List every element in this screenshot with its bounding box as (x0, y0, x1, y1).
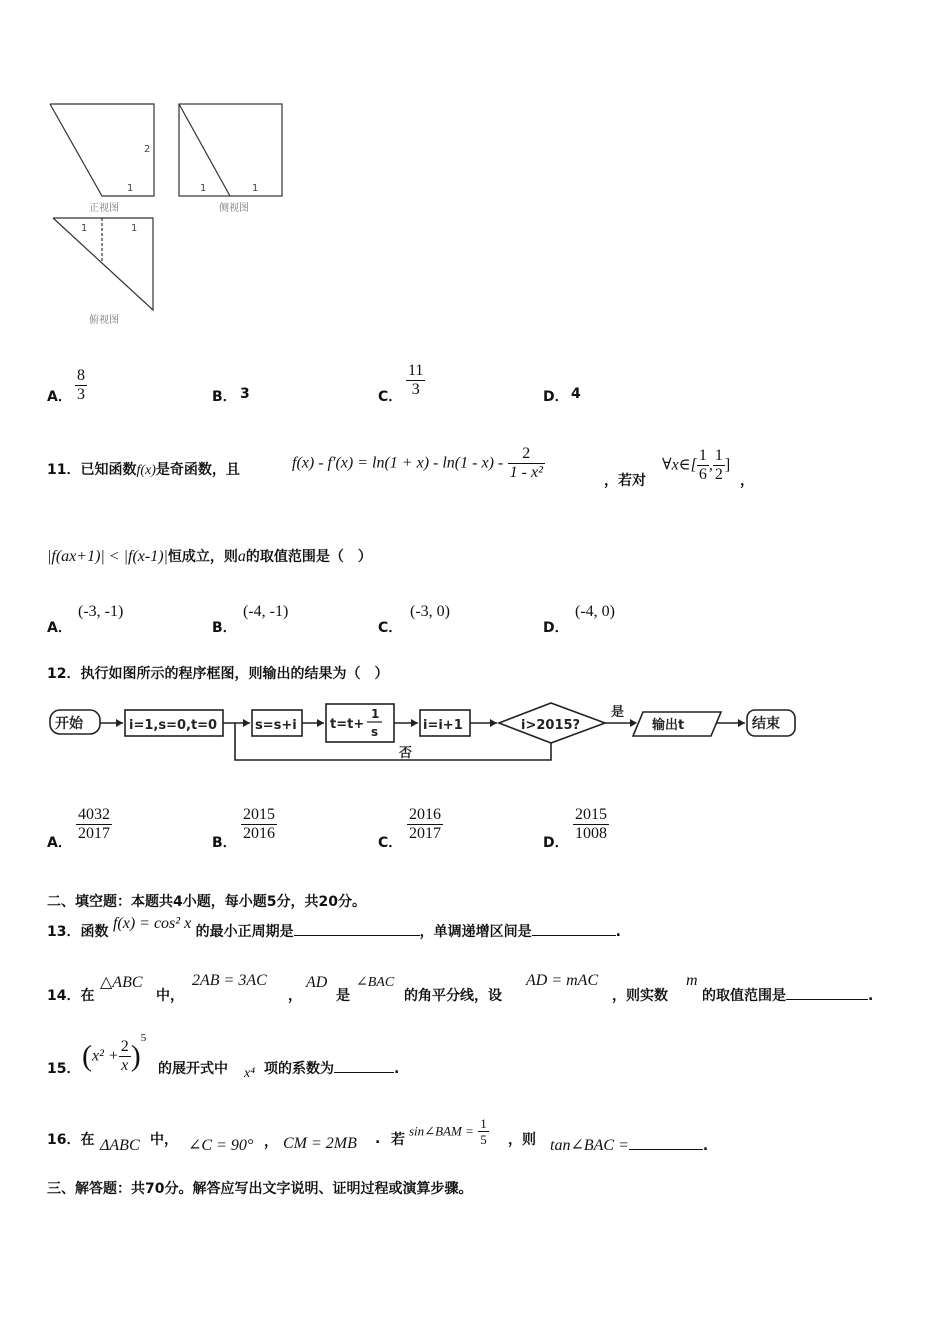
q12-option-b-value (241, 806, 277, 843)
q11-line1 (47, 450, 240, 491)
q11-option-c-value: (-3, 0) (410, 603, 450, 620)
q10-a-num: 8 (77, 367, 85, 384)
q16-dot: . (375, 1131, 381, 1147)
q14-comma: ， (288, 988, 302, 1004)
q12-d-num: 2015 (575, 806, 607, 823)
q13-number: 13． (47, 924, 81, 940)
q12-option-c-label[interactable]: C． (378, 835, 403, 851)
flow-step1: s=s+i (255, 718, 297, 733)
q11-number: 11． (47, 462, 81, 478)
q12-flowchart (45, 698, 805, 770)
q12-a-den: 2017 (78, 825, 110, 842)
q15-exp: 5 (140, 1031, 147, 1044)
q14-text5: ，则实数 (612, 988, 668, 1004)
q11-frac-den: 1 - x² (509, 464, 543, 481)
q11-equation-lhs: f(x) - f′(x) = ln(1 + x) - ln(1 - x) - (292, 454, 504, 472)
q16-end: . (702, 1138, 709, 1154)
q16-tan: tan∠BAC = (550, 1137, 629, 1154)
q12-b-num: 2015 (243, 806, 275, 823)
q11-forall: ∀x∈[ (662, 456, 697, 474)
q15-base: x² + (92, 1047, 119, 1065)
q16-tail (550, 1135, 708, 1155)
flow-output: 输出t (652, 718, 685, 733)
q14-end: . (868, 988, 874, 1004)
top-dim-left: 1 (81, 223, 88, 234)
q14-text2: 中， (156, 988, 184, 1004)
q16-text2: 中， (150, 1132, 178, 1148)
q14-range-blank[interactable] (786, 999, 868, 1000)
q14-tail (702, 985, 873, 1005)
q11-forall-close: ] (724, 456, 731, 474)
flow-step2-den: s (371, 725, 379, 739)
q12-option-d-label[interactable]: D． (543, 835, 569, 851)
q12-option-c-value (407, 806, 443, 843)
q14-text4: 的角平分线，设 (404, 988, 502, 1004)
q16-sin-text: sin∠BAM = (409, 1123, 474, 1139)
q15-text2: 项的系数为 (264, 1061, 334, 1077)
q13-text3: ，单调递增区间是 (419, 924, 532, 940)
q10-option-b-value: 3 (240, 386, 250, 402)
q13-period-blank[interactable] (294, 935, 420, 936)
q16-answer-blank[interactable] (629, 1149, 703, 1150)
q11-option-a-value: (-3, -1) (78, 603, 124, 620)
q11-text1: 已知函数 (80, 462, 137, 478)
side-dim-left: 1 (200, 183, 207, 194)
q10-option-b-label[interactable]: B． (212, 389, 237, 405)
q10-option-c-value (406, 362, 425, 399)
q16-angle: ∠C = 90° (188, 1137, 254, 1154)
q15-term: x⁴ (244, 1066, 256, 1081)
q13-interval-blank[interactable] (532, 935, 616, 936)
front-view (50, 104, 154, 214)
q11-option-d-value: (-4, 0) (575, 603, 615, 620)
side-view-label: 侧视图 (219, 203, 249, 214)
section3-heading: 三、解答题：共70分。解答应写出文字说明、证明过程或演算步骤。 (47, 1181, 473, 1197)
q11-option-a-label[interactable]: A． (47, 620, 72, 636)
flow-no: 否 (399, 746, 413, 761)
q11-int-a-den: 6 (698, 466, 707, 483)
q16-sin-den: 5 (480, 1132, 487, 1147)
q13-formula: f(x) = cos² x (112, 915, 192, 932)
q11-fx: f(x) (136, 463, 156, 478)
q16-cm: CM = 2MB (283, 1135, 357, 1152)
q13-text2: 的最小正周期是 (195, 924, 294, 940)
q15-text1: 的展开式中 (158, 1061, 228, 1077)
q12-c-den: 2017 (409, 825, 441, 842)
q16-comma: ， (264, 1134, 278, 1150)
side-view (179, 104, 282, 214)
q16-lead (47, 1129, 94, 1149)
q11-equation (292, 445, 545, 482)
q14-triangle: △ABC (100, 974, 143, 991)
q10-option-d-label[interactable]: D． (543, 389, 569, 405)
q16-text1: 在 (80, 1132, 95, 1148)
q14-number: 14． (47, 988, 81, 1004)
top-view-label: 俯视图 (89, 315, 119, 326)
top-dim-right: 1 (131, 223, 138, 234)
flow-decision: i>2015? (521, 718, 581, 733)
q10-a-den: 3 (77, 386, 85, 403)
q14-ad: AD (306, 974, 328, 991)
front-dim-bottom: 1 (127, 183, 134, 194)
flow-end: 结束 (752, 716, 780, 732)
three-view-figure (45, 98, 295, 333)
q11-option-b-value: (-4, -1) (243, 603, 289, 620)
q13-line (47, 915, 621, 946)
q11-option-d-label[interactable]: D． (543, 620, 569, 636)
flow-init: i=1,s=0,t=0 (129, 718, 218, 733)
q10-option-c-label[interactable]: C． (378, 389, 403, 405)
q11-line2 (47, 546, 372, 566)
q12-d-den: 1008 (575, 825, 607, 842)
q12-stem (47, 663, 388, 683)
q15-frac-num: 2 (120, 1038, 129, 1055)
q15-number: 15． (47, 1061, 81, 1077)
q10-option-d-value: 4 (571, 386, 581, 402)
section2-heading: 二、填空题：本题共4小题，每小题5分，共20分。 (47, 894, 366, 910)
flow-start: 开始 (55, 716, 83, 732)
q10-option-a-label[interactable]: A． (47, 389, 72, 405)
front-dim-side: 2 (144, 144, 151, 155)
q14-rel: 2AB = 3AC (192, 972, 267, 989)
q12-c-num: 2016 (409, 806, 441, 823)
q14-angle: ∠BAC (356, 975, 395, 990)
q14-text6: 的取值范围是 (702, 988, 786, 1004)
q15-binomial: (x² + $\frac{2}{x}$ )$^5$ (82, 1031, 147, 1074)
q16-text3: 若 (391, 1132, 405, 1148)
q11-text5: 恒成立，则 (167, 549, 238, 565)
q11-inequality: |f(ax+1)| < |f(x-1)| (47, 548, 168, 565)
flow-step2-prefix: t=t+ (330, 717, 365, 732)
q14-text1: 在 (80, 988, 95, 1004)
q12-option-a-value (76, 806, 112, 843)
q12-option-a-label[interactable]: A． (47, 835, 72, 851)
q12-text: 执行如图所示的程序框图，则输出的结果为（ ） (80, 666, 389, 682)
q14-number-line (47, 985, 94, 1005)
q11-frac-num: 2 (522, 445, 531, 462)
q11-var-a: a (237, 548, 246, 565)
flow-step3: i=i+1 (423, 718, 463, 733)
q11-interval: ∀x∈[ $\frac{1}{6}$ , $\frac{1}{2}$ ] (662, 447, 731, 483)
q11-text4: ， (740, 473, 754, 489)
q16-sin-num: 1 (480, 1116, 487, 1131)
q13-end: . (615, 924, 621, 940)
q16-text4: ，则 (508, 1132, 536, 1148)
side-dim-right: 1 (252, 183, 259, 194)
q12-a-num: 4032 (78, 806, 110, 823)
q10-c-den: 3 (406, 380, 425, 399)
q13-text1: 函数 (80, 924, 109, 940)
q16-sin (409, 1116, 489, 1147)
q11-option-b-label[interactable]: B． (212, 620, 237, 636)
q11-text6: 的取值范围是（ ） (245, 549, 372, 565)
q10-c-num: 11 (408, 362, 424, 379)
q15-tail (264, 1058, 399, 1078)
q12-number: 12． (47, 666, 81, 682)
q11-int-b-den: 2 (714, 466, 723, 483)
q11-text3: ，若对 (604, 473, 646, 489)
q11-option-c-label[interactable]: C． (378, 620, 403, 636)
q12-b-den: 2016 (243, 825, 275, 842)
q11-int-b-num: 1 (714, 447, 723, 464)
q15-end: . (394, 1061, 400, 1077)
flow-yes: 是 (611, 705, 625, 720)
q15-coef-blank[interactable] (334, 1072, 394, 1073)
front-view-label: 正视图 (89, 203, 119, 214)
q14-rel2: AD = mAC (526, 972, 599, 989)
q14-m: m (686, 972, 698, 989)
q11-text2: 是奇函数，且 (155, 462, 240, 478)
q11-int-a-num: 1 (698, 447, 707, 464)
q10-option-a-value (75, 367, 87, 404)
q16-triangle: ΔABC (100, 1137, 140, 1154)
q14-text3: 是 (336, 988, 350, 1004)
q15-frac-den: x (119, 1056, 131, 1075)
q16-number: 16． (47, 1132, 81, 1148)
flow-step2-num: 1 (371, 707, 380, 721)
top-view (53, 218, 153, 326)
q12-option-b-label[interactable]: B． (212, 835, 237, 851)
q12-option-d-value (573, 806, 609, 843)
